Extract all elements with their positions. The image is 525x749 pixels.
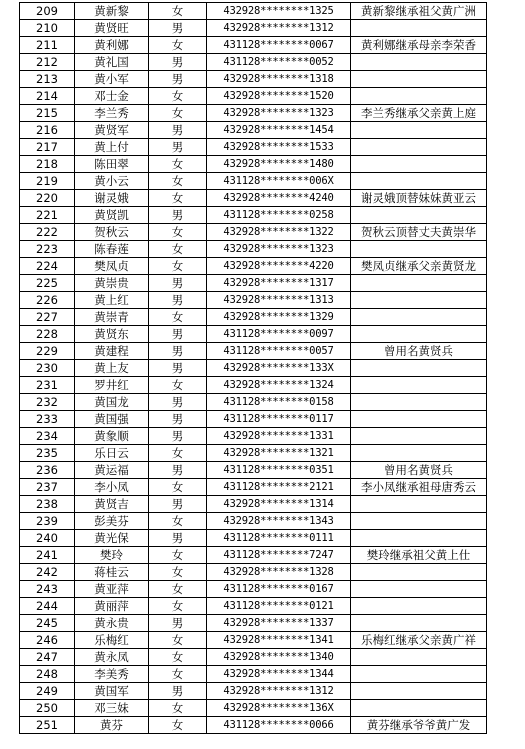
note-cell [351, 666, 487, 683]
note-cell: 曾用名黄贤兵 [351, 343, 487, 360]
row-number-cell: 213 [20, 71, 75, 88]
id-number-cell: 431128********0158 [207, 394, 351, 411]
name-cell: 黄小云 [75, 173, 149, 190]
row-number-cell: 209 [20, 3, 75, 20]
note-cell [351, 428, 487, 445]
row-number-cell: 211 [20, 37, 75, 54]
row-number-cell: 210 [20, 20, 75, 37]
row-number-cell: 242 [20, 564, 75, 581]
table-row [20, 224, 487, 241]
table-row [20, 683, 487, 700]
table-row [20, 105, 487, 122]
id-number-cell: 431128********0351 [207, 462, 351, 479]
sex-cell: 女 [149, 581, 207, 598]
row-number-cell: 219 [20, 173, 75, 190]
row-number-cell: 239 [20, 513, 75, 530]
note-cell [351, 173, 487, 190]
row-number-cell: 215 [20, 105, 75, 122]
table-row [20, 462, 487, 479]
table-row [20, 309, 487, 326]
row-number-cell: 230 [20, 360, 75, 377]
table-row [20, 3, 487, 20]
table-row [20, 666, 487, 683]
name-cell: 黄永凤 [75, 649, 149, 666]
note-cell [351, 615, 487, 632]
id-number-cell: 432928********1324 [207, 377, 351, 394]
id-number-cell: 431128********0121 [207, 598, 351, 615]
table-row [20, 496, 487, 513]
table-row [20, 139, 487, 156]
sex-cell: 女 [149, 649, 207, 666]
row-number-cell: 225 [20, 275, 75, 292]
note-cell [351, 564, 487, 581]
table-row [20, 173, 487, 190]
id-number-cell: 432928********1323 [207, 241, 351, 258]
id-number-cell: 432928********133X [207, 360, 351, 377]
table-row [20, 326, 487, 343]
name-cell: 乐日云 [75, 445, 149, 462]
table-row [20, 54, 487, 71]
row-number-cell: 247 [20, 649, 75, 666]
sex-cell: 男 [149, 122, 207, 139]
id-number-cell: 431128********0258 [207, 207, 351, 224]
id-number-cell: 432928********1480 [207, 156, 351, 173]
id-number-cell: 432928********1317 [207, 275, 351, 292]
row-number-cell: 216 [20, 122, 75, 139]
sex-cell: 男 [149, 292, 207, 309]
row-number-cell: 231 [20, 377, 75, 394]
id-number-cell: 432928********1321 [207, 445, 351, 462]
name-cell: 陈春莲 [75, 241, 149, 258]
name-cell: 黄上付 [75, 139, 149, 156]
name-cell: 黄建程 [75, 343, 149, 360]
sex-cell: 男 [149, 20, 207, 37]
note-cell [351, 445, 487, 462]
name-cell: 贺秋云 [75, 224, 149, 241]
row-number-cell: 234 [20, 428, 75, 445]
sex-cell: 女 [149, 547, 207, 564]
sex-cell: 男 [149, 615, 207, 632]
id-number-cell: 432928********1520 [207, 88, 351, 105]
row-number-cell: 235 [20, 445, 75, 462]
name-cell: 黄丽萍 [75, 598, 149, 615]
row-number-cell: 237 [20, 479, 75, 496]
name-cell: 黄上友 [75, 360, 149, 377]
name-cell: 黄新黎 [75, 3, 149, 20]
note-cell: 李兰秀继承父亲黄上庭 [351, 105, 487, 122]
row-number-cell: 243 [20, 581, 75, 598]
table-row [20, 632, 487, 649]
note-cell [351, 88, 487, 105]
table-row [20, 37, 487, 54]
row-number-cell: 228 [20, 326, 75, 343]
note-cell: 乐梅红继承父亲黄广祥 [351, 632, 487, 649]
sex-cell: 女 [149, 479, 207, 496]
note-cell [351, 292, 487, 309]
id-number-cell: 432928********4240 [207, 190, 351, 207]
id-number-cell: 431128********0052 [207, 54, 351, 71]
name-cell: 黄利娜 [75, 37, 149, 54]
sex-cell: 女 [149, 445, 207, 462]
id-number-cell: 432928********1328 [207, 564, 351, 581]
row-number-cell: 250 [20, 700, 75, 717]
id-number-cell: 432928********1322 [207, 224, 351, 241]
name-cell: 李小凤 [75, 479, 149, 496]
row-number-cell: 241 [20, 547, 75, 564]
id-number-cell: 432928********1340 [207, 649, 351, 666]
id-number-cell: 432928********1331 [207, 428, 351, 445]
note-cell [351, 275, 487, 292]
id-number-cell: 431128********006X [207, 173, 351, 190]
sex-cell: 男 [149, 207, 207, 224]
note-cell [351, 700, 487, 717]
note-cell: 黄芬继承爷爷黄广发 [351, 717, 487, 734]
sex-cell: 男 [149, 139, 207, 156]
sex-cell: 男 [149, 496, 207, 513]
table-row [20, 598, 487, 615]
id-number-cell: 432928********1312 [207, 20, 351, 37]
note-cell [351, 377, 487, 394]
table-row [20, 394, 487, 411]
sex-cell: 男 [149, 275, 207, 292]
name-cell: 黄上红 [75, 292, 149, 309]
name-cell: 黄贤吉 [75, 496, 149, 513]
note-cell [351, 598, 487, 615]
table-row [20, 649, 487, 666]
name-cell: 黄礼国 [75, 54, 149, 71]
id-number-cell: 432928********1323 [207, 105, 351, 122]
id-number-cell: 432928********1313 [207, 292, 351, 309]
row-number-cell: 223 [20, 241, 75, 258]
row-number-cell: 212 [20, 54, 75, 71]
id-number-cell: 432928********1318 [207, 71, 351, 88]
name-cell: 黄运福 [75, 462, 149, 479]
name-cell: 樊凤贞 [75, 258, 149, 275]
table-row [20, 241, 487, 258]
id-number-cell: 431128********0066 [207, 717, 351, 734]
table-row [20, 547, 487, 564]
row-number-cell: 232 [20, 394, 75, 411]
name-cell: 樊玲 [75, 547, 149, 564]
note-cell [351, 360, 487, 377]
name-cell: 黄国龙 [75, 394, 149, 411]
row-number-cell: 222 [20, 224, 75, 241]
roster-table-body [20, 3, 487, 734]
note-cell: 黄利娜继承母亲李荣香 [351, 37, 487, 54]
sex-cell: 女 [149, 598, 207, 615]
id-number-cell: 432928********4220 [207, 258, 351, 275]
note-cell [351, 71, 487, 88]
name-cell: 陈田翠 [75, 156, 149, 173]
row-number-cell: 233 [20, 411, 75, 428]
row-number-cell: 214 [20, 88, 75, 105]
note-cell [351, 309, 487, 326]
sex-cell: 男 [149, 530, 207, 547]
row-number-cell: 221 [20, 207, 75, 224]
note-cell: 谢灵娥顶替妹妹黄亚云 [351, 190, 487, 207]
name-cell: 黄崇青 [75, 309, 149, 326]
table-row [20, 258, 487, 275]
name-cell: 乐梅红 [75, 632, 149, 649]
name-cell: 黄贤旺 [75, 20, 149, 37]
table-row [20, 513, 487, 530]
row-number-cell: 248 [20, 666, 75, 683]
name-cell: 彭美芬 [75, 513, 149, 530]
row-number-cell: 245 [20, 615, 75, 632]
table-row [20, 717, 487, 734]
sex-cell: 男 [149, 54, 207, 71]
table-row [20, 88, 487, 105]
note-cell [351, 20, 487, 37]
id-number-cell: 432928********1341 [207, 632, 351, 649]
row-number-cell: 220 [20, 190, 75, 207]
table-row [20, 71, 487, 88]
table-row [20, 411, 487, 428]
name-cell: 黄小军 [75, 71, 149, 88]
sex-cell: 女 [149, 224, 207, 241]
name-cell: 黄贤军 [75, 122, 149, 139]
note-cell [351, 530, 487, 547]
name-cell: 黄亚萍 [75, 581, 149, 598]
table-row [20, 581, 487, 598]
sex-cell: 男 [149, 411, 207, 428]
name-cell: 蒋桂云 [75, 564, 149, 581]
row-number-cell: 224 [20, 258, 75, 275]
id-number-cell: 432928********1312 [207, 683, 351, 700]
table-row [20, 190, 487, 207]
row-number-cell: 226 [20, 292, 75, 309]
row-number-cell: 238 [20, 496, 75, 513]
sex-cell: 女 [149, 258, 207, 275]
name-cell: 李兰秀 [75, 105, 149, 122]
roster-sheet [19, 2, 487, 734]
table-row [20, 479, 487, 496]
name-cell: 邓士金 [75, 88, 149, 105]
sex-cell: 男 [149, 71, 207, 88]
row-number-cell: 217 [20, 139, 75, 156]
id-number-cell: 431128********0057 [207, 343, 351, 360]
name-cell: 罗井红 [75, 377, 149, 394]
name-cell: 黄芬 [75, 717, 149, 734]
note-cell [351, 326, 487, 343]
table-row [20, 156, 487, 173]
table-row [20, 615, 487, 632]
note-cell [351, 54, 487, 71]
note-cell [351, 156, 487, 173]
id-number-cell: 431128********0117 [207, 411, 351, 428]
name-cell: 黄贤凯 [75, 207, 149, 224]
roster-table [19, 2, 487, 734]
note-cell: 贺秋云顶替丈夫黄崇华 [351, 224, 487, 241]
row-number-cell: 218 [20, 156, 75, 173]
table-row [20, 122, 487, 139]
sex-cell: 男 [149, 394, 207, 411]
sex-cell: 男 [149, 428, 207, 445]
table-row [20, 428, 487, 445]
note-cell [351, 496, 487, 513]
name-cell: 黄象顺 [75, 428, 149, 445]
table-row [20, 530, 487, 547]
note-cell: 樊凤贞继承父亲黄贤龙 [351, 258, 487, 275]
id-number-cell: 431128********2121 [207, 479, 351, 496]
table-row [20, 207, 487, 224]
name-cell: 谢灵娥 [75, 190, 149, 207]
row-number-cell: 244 [20, 598, 75, 615]
id-number-cell: 432928********1454 [207, 122, 351, 139]
sex-cell: 女 [149, 717, 207, 734]
sex-cell: 女 [149, 105, 207, 122]
id-number-cell: 432928********1343 [207, 513, 351, 530]
table-row [20, 343, 487, 360]
note-cell [351, 122, 487, 139]
name-cell: 黄永贵 [75, 615, 149, 632]
table-row [20, 564, 487, 581]
note-cell [351, 649, 487, 666]
sex-cell: 女 [149, 37, 207, 54]
sex-cell: 男 [149, 326, 207, 343]
sex-cell: 女 [149, 666, 207, 683]
id-number-cell: 431128********0167 [207, 581, 351, 598]
row-number-cell: 236 [20, 462, 75, 479]
sex-cell: 女 [149, 88, 207, 105]
name-cell: 黄国军 [75, 683, 149, 700]
sex-cell: 女 [149, 564, 207, 581]
note-cell [351, 139, 487, 156]
table-row [20, 275, 487, 292]
note-cell [351, 513, 487, 530]
sex-cell: 女 [149, 3, 207, 20]
id-number-cell: 432928********1325 [207, 3, 351, 20]
sex-cell: 女 [149, 700, 207, 717]
sex-cell: 男 [149, 343, 207, 360]
id-number-cell: 431128********0067 [207, 37, 351, 54]
id-number-cell: 431128********7247 [207, 547, 351, 564]
row-number-cell: 240 [20, 530, 75, 547]
sex-cell: 女 [149, 190, 207, 207]
note-cell [351, 683, 487, 700]
name-cell: 邓三妹 [75, 700, 149, 717]
row-number-cell: 251 [20, 717, 75, 734]
row-number-cell: 249 [20, 683, 75, 700]
sex-cell: 女 [149, 173, 207, 190]
note-cell [351, 394, 487, 411]
name-cell: 黄国强 [75, 411, 149, 428]
name-cell: 李美秀 [75, 666, 149, 683]
name-cell: 黄贤东 [75, 326, 149, 343]
sex-cell: 女 [149, 513, 207, 530]
sex-cell: 女 [149, 632, 207, 649]
sex-cell: 女 [149, 156, 207, 173]
note-cell: 樊玲继承祖父黄上仕 [351, 547, 487, 564]
id-number-cell: 432928********1337 [207, 615, 351, 632]
table-row [20, 292, 487, 309]
note-cell: 曾用名黄贤兵 [351, 462, 487, 479]
sex-cell: 女 [149, 309, 207, 326]
sex-cell: 男 [149, 462, 207, 479]
note-cell [351, 241, 487, 258]
id-number-cell: 432928********136X [207, 700, 351, 717]
id-number-cell: 431128********0097 [207, 326, 351, 343]
row-number-cell: 229 [20, 343, 75, 360]
sex-cell: 女 [149, 241, 207, 258]
note-cell [351, 581, 487, 598]
id-number-cell: 432928********1344 [207, 666, 351, 683]
sex-cell: 男 [149, 360, 207, 377]
name-cell: 黄光保 [75, 530, 149, 547]
id-number-cell: 431128********0111 [207, 530, 351, 547]
name-cell: 黄崇贵 [75, 275, 149, 292]
row-number-cell: 246 [20, 632, 75, 649]
note-cell [351, 207, 487, 224]
id-number-cell: 432928********1533 [207, 139, 351, 156]
table-row [20, 700, 487, 717]
note-cell: 李小凤继承祖母唐秀云 [351, 479, 487, 496]
sex-cell: 女 [149, 377, 207, 394]
table-row [20, 377, 487, 394]
table-row [20, 445, 487, 462]
table-row [20, 20, 487, 37]
row-number-cell: 227 [20, 309, 75, 326]
table-row [20, 360, 487, 377]
note-cell [351, 411, 487, 428]
id-number-cell: 432928********1314 [207, 496, 351, 513]
note-cell: 黄新黎继承祖父黄广洲 [351, 3, 487, 20]
sex-cell: 男 [149, 683, 207, 700]
id-number-cell: 432928********1329 [207, 309, 351, 326]
